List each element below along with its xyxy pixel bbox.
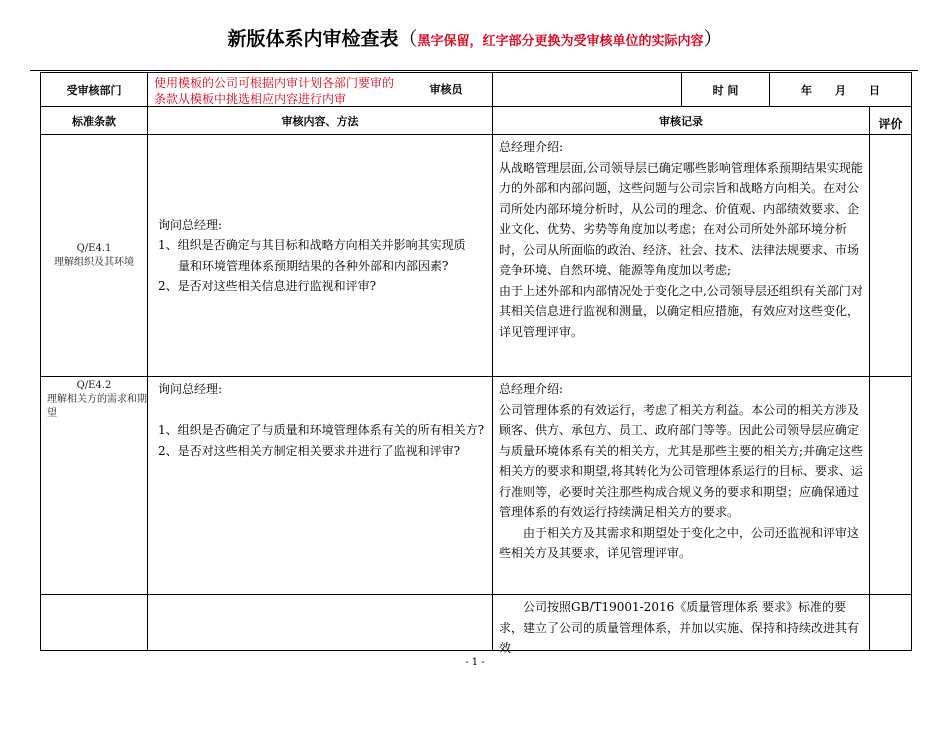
record-cell bbox=[493, 377, 870, 595]
col-header-rating: 评价 bbox=[870, 107, 912, 135]
dept-note: 使用模板的公司可根据内审计划各部门要审的条款从模板中挑选相应内容进行内审 bbox=[154, 76, 395, 106]
col-header-record: 审核记录 bbox=[493, 107, 870, 135]
content-line: 量和环境管理体系预期结果的各种外部和内部因素? bbox=[178, 258, 449, 273]
clause-code: Q/E4.2 bbox=[76, 380, 112, 391]
title-paren-open: （ bbox=[398, 28, 418, 50]
record-cell bbox=[493, 595, 870, 655]
date-field[interactable]: 年 月 日 bbox=[770, 73, 912, 107]
content-line: 2、是否对这些相关信息进行监视和评审? bbox=[158, 279, 377, 293]
content-cell bbox=[148, 135, 493, 377]
clause-cell bbox=[41, 595, 148, 651]
page-title: 新版体系内审检查表 bbox=[227, 28, 399, 50]
record-paragraph: 公司按照GB/T19001-2016《质量管理体系 要求》标准的要求，建立了公司的质量管理体系，并加以实施、保持和持续改进其有效 bbox=[499, 600, 860, 655]
rating-cell[interactable] bbox=[870, 595, 912, 651]
record-paragraph: 从战略管理层面,公司领导层已确定哪些影响管理体系预期结果实现能力的外部和内部问题，这些问题与公司宗旨和战略方向相关。在对公司所处内部环境分析时，从公司的理念、价值观、内部绩效要求、企业文化、优势、劣势等角度加以考虑；在对公司所处外部环境分析时，公司从所面临的政治、经济、社会、技术、法律法规要求、市场竞争环境、自然环境、能源等角度加以考虑; bbox=[499, 160, 863, 277]
clause-name: 理解组织及其环境 bbox=[54, 256, 134, 268]
clause-code: Q/E4.1 bbox=[76, 242, 112, 254]
content-line: 1、组织是否确定了与质量和环境管理体系有关的所有相关方? bbox=[158, 423, 485, 437]
clause-name: 理解相关方的需求和期望 bbox=[47, 394, 147, 419]
title-paren-close: ） bbox=[703, 28, 723, 50]
audit-checklist-table bbox=[40, 72, 912, 655]
column-header-row bbox=[41, 107, 912, 135]
title-note: 黑字保留，红字部分更换为受审核单位的实际内容 bbox=[417, 34, 704, 49]
record-paragraph: 公司管理体系的有效运行，考虑了相关方利益。本公司的相关方涉及顾客、供方、承包方、员工、政府部门等等。因此公司领导层应确定与质量环境体系有关的相关方，尤其是那些主要的相关方;并确定这些相关方的要求和期望,将其转化为公司管理体系运行的目标、要求、运行准则等，必要时关注那些构成合规义务的要求和期望；应确保通过管理体系的有效运行持续满足相关方的要求。 bbox=[499, 402, 864, 519]
record-paragraph: 由于相关方及其需求和期望处于变化之中，公司还监视和评审这些相关方及其要求，详见管理评审。 bbox=[499, 525, 860, 560]
info-row bbox=[41, 73, 912, 107]
top-rule bbox=[30, 70, 918, 71]
page-number: - 1 - bbox=[465, 657, 485, 668]
content-line: 询问总经理: bbox=[158, 382, 223, 396]
record-paragraph: 总经理介绍: bbox=[499, 382, 564, 396]
clause-cell bbox=[41, 377, 148, 595]
rating-cell[interactable] bbox=[870, 135, 912, 377]
content-line bbox=[158, 400, 486, 421]
rating-cell[interactable] bbox=[870, 377, 912, 595]
content-line: 询问总经理: bbox=[158, 217, 223, 232]
table-row bbox=[41, 377, 912, 595]
dept-cell bbox=[148, 73, 493, 107]
dept-label: 受审核部门 bbox=[41, 73, 148, 107]
auditor-label: 审核员 bbox=[429, 83, 463, 96]
table-row bbox=[41, 595, 912, 651]
col-header-content: 审核内容、方法 bbox=[148, 107, 493, 135]
content-cell bbox=[148, 377, 493, 595]
record-cell bbox=[493, 135, 870, 377]
table-row bbox=[41, 135, 912, 377]
record-paragraph: 由于上述外部和内部情况处于变化之中,公司领导层还组织有关部门对其相关信息进行监视和测量，以确定相应措施，有效应对这些变化，详见管理评审。 bbox=[499, 283, 863, 339]
page-title-row bbox=[0, 24, 950, 51]
auditor-value[interactable] bbox=[493, 73, 682, 107]
clause-cell bbox=[41, 135, 148, 377]
content-line: 2、是否对这些相关方制定相关要求并进行了监视和评审? bbox=[158, 443, 461, 458]
content-cell bbox=[148, 595, 493, 651]
time-label: 时 间 bbox=[682, 73, 770, 107]
col-header-clause: 标准条款 bbox=[41, 107, 148, 135]
record-paragraph: 总经理介绍: bbox=[499, 140, 564, 154]
content-line: 1、组织是否确定与其目标和战略方向相关并影响其实现质 bbox=[158, 238, 466, 252]
